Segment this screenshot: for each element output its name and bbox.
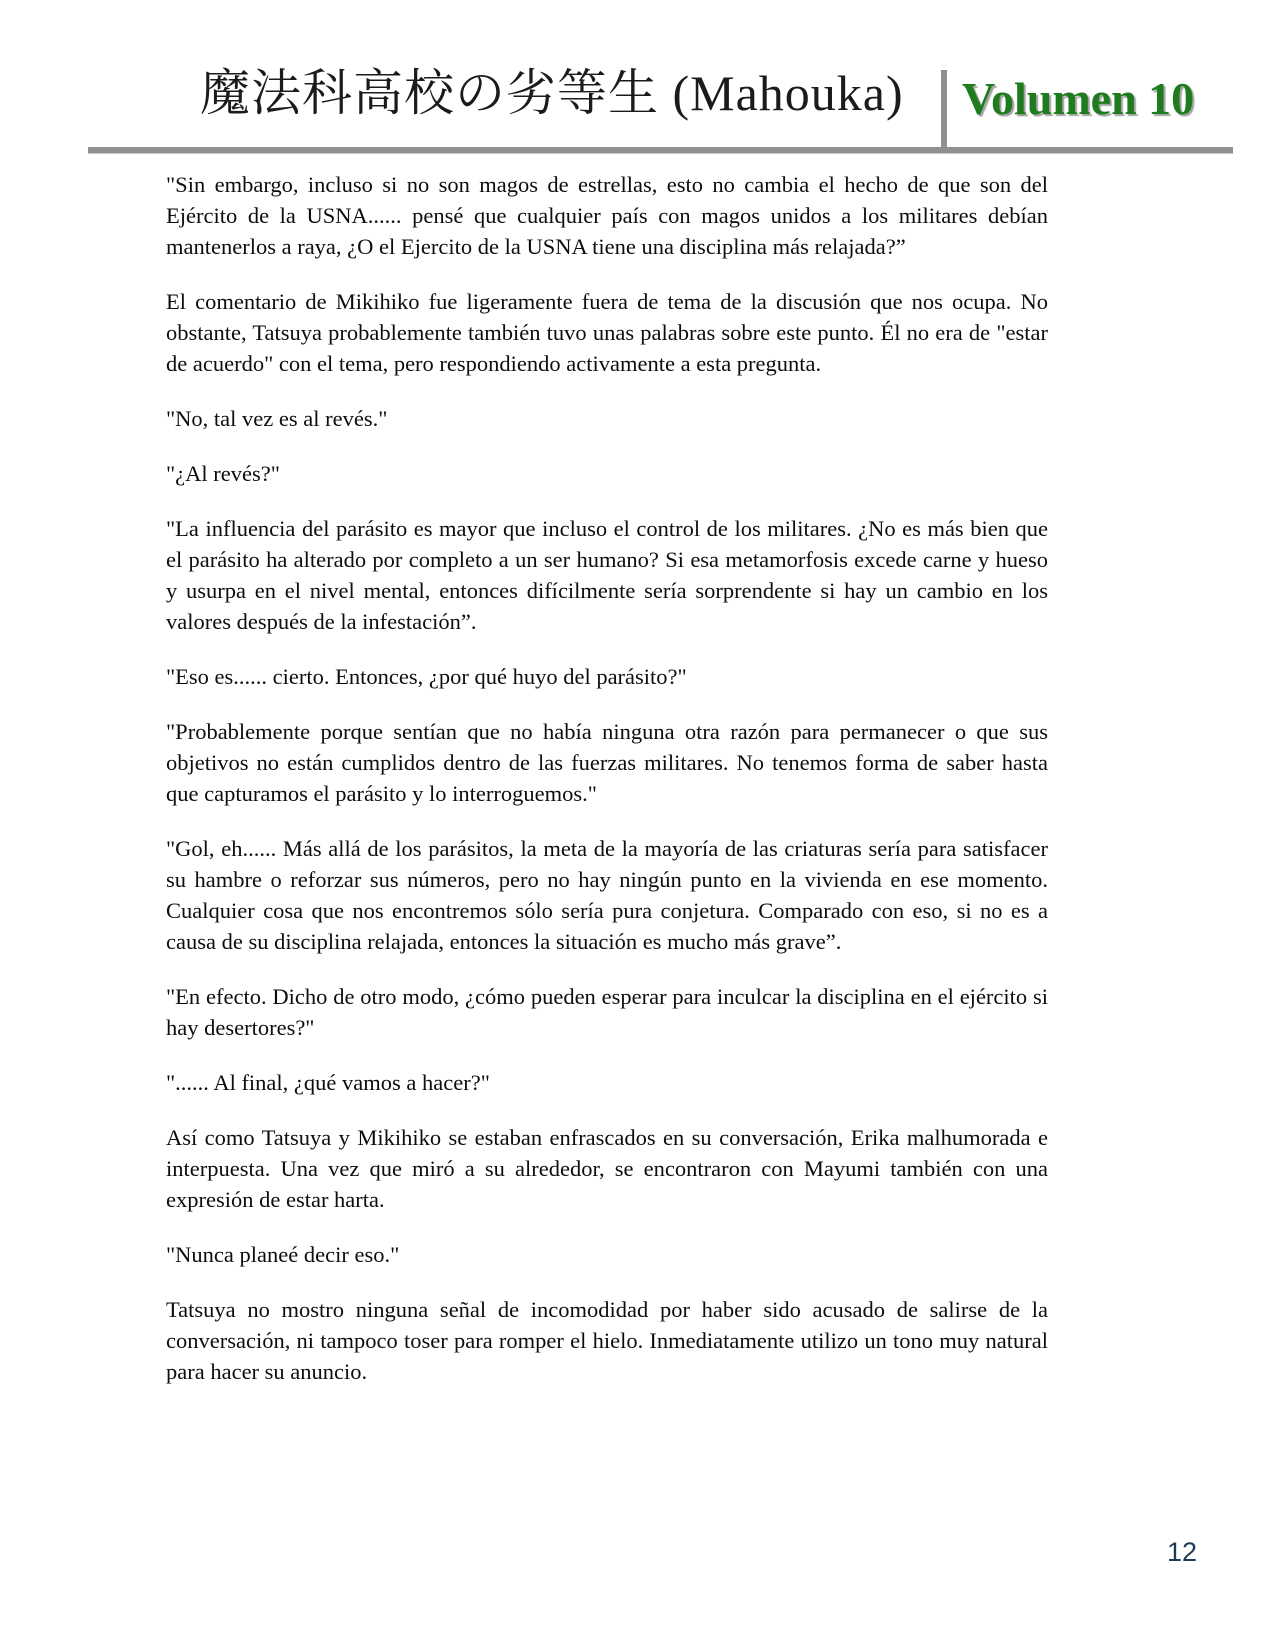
volume-label: Volumen 10	[962, 73, 1195, 124]
paragraph: "Probablemente porque sentían que no había ninguna otra razón para permanecer o que sus objetivos no están cumplidos dentro de las fuerzas militares. No tenemos forma de saber hasta que capturamos el parásito y lo interroguemos."	[166, 719, 1048, 806]
header-rule	[88, 147, 1233, 154]
paragraph: Así como Tatsuya y Mikihiko se estaban enfrascados en su conversación, Erika malhumorada e interpuesta. Una vez que miró a su alrededor, se encontraron con Mayumi también con una expresión de estar harta.	[166, 1125, 1048, 1212]
paragraph: "¿Al revés?"	[166, 461, 280, 486]
paragraph: "En efecto. Dicho de otro modo, ¿cómo pueden esperar para inculcar la disciplina en el ejército si hay desertores?"	[166, 984, 1048, 1040]
paragraph: "No, tal vez es al revés."	[166, 406, 388, 431]
paragraph: "Eso es...... cierto. Entonces, ¿por qué huyo del parásito?"	[166, 664, 687, 689]
header-divider-bar	[941, 70, 947, 150]
paragraph: "Sin embargo, incluso si no son magos de estrellas, esto no cambia el hecho de que son del Ejército de la USNA...... pensé que cualquier país con magos unidos a los militares debían mantenerlos a raya, ¿O el Ejercito de la USNA tiene una disciplina más relajada?”	[166, 172, 1048, 259]
document-header	[0, 0, 1275, 160]
series-title: 魔法科高校の劣等生 (Mahouka)	[200, 65, 904, 121]
paragraph: El comentario de Mikihiko fue ligeramente fuera de tema de la discusión que nos ocupa. No obstante, Tatsuya probablemente también tuvo unas palabras sobre este punto. Él no era de "estar de acuerdo" con el tema, pero respondiendo activamente a esta pregunta.	[166, 289, 1048, 376]
page-body	[166, 169, 1048, 1411]
paragraph: "La influencia del parásito es mayor que incluso el control de los militares. ¿No es más bien que el parásito ha alterado por completo a un ser humano? Si esa metamorfosis excede carne y hueso y usurpa en el nivel mental, entonces difícilmente sería sorprendente si hay un cambio en los valores después de la infestación”.	[166, 516, 1048, 634]
page-number: 12	[1166, 1537, 1197, 1567]
paragraph: "Gol, eh...... Más allá de los parásitos, la meta de la mayoría de las criaturas sería para satisfacer su hambre o reforzar sus números, pero no hay ningún punto en la vivienda en ese momento. Cualquier cosa que nos encontremos sólo sería pura conjetura. Comparado con eso, si no es a causa de su disciplina relajada, entonces la situación es mucho más grave”.	[166, 836, 1048, 954]
paragraph: Tatsuya no mostro ninguna señal de incomodidad por haber sido acusado de salirse de la conversación, ni tampoco toser para romper el hielo. Inmediatamente utilizo un tono muy natural para hacer su anuncio.	[166, 1297, 1048, 1384]
paragraph: "Nunca planeé decir eso."	[166, 1242, 400, 1267]
paragraph: "...... Al final, ¿qué vamos a hacer?"	[166, 1070, 490, 1095]
